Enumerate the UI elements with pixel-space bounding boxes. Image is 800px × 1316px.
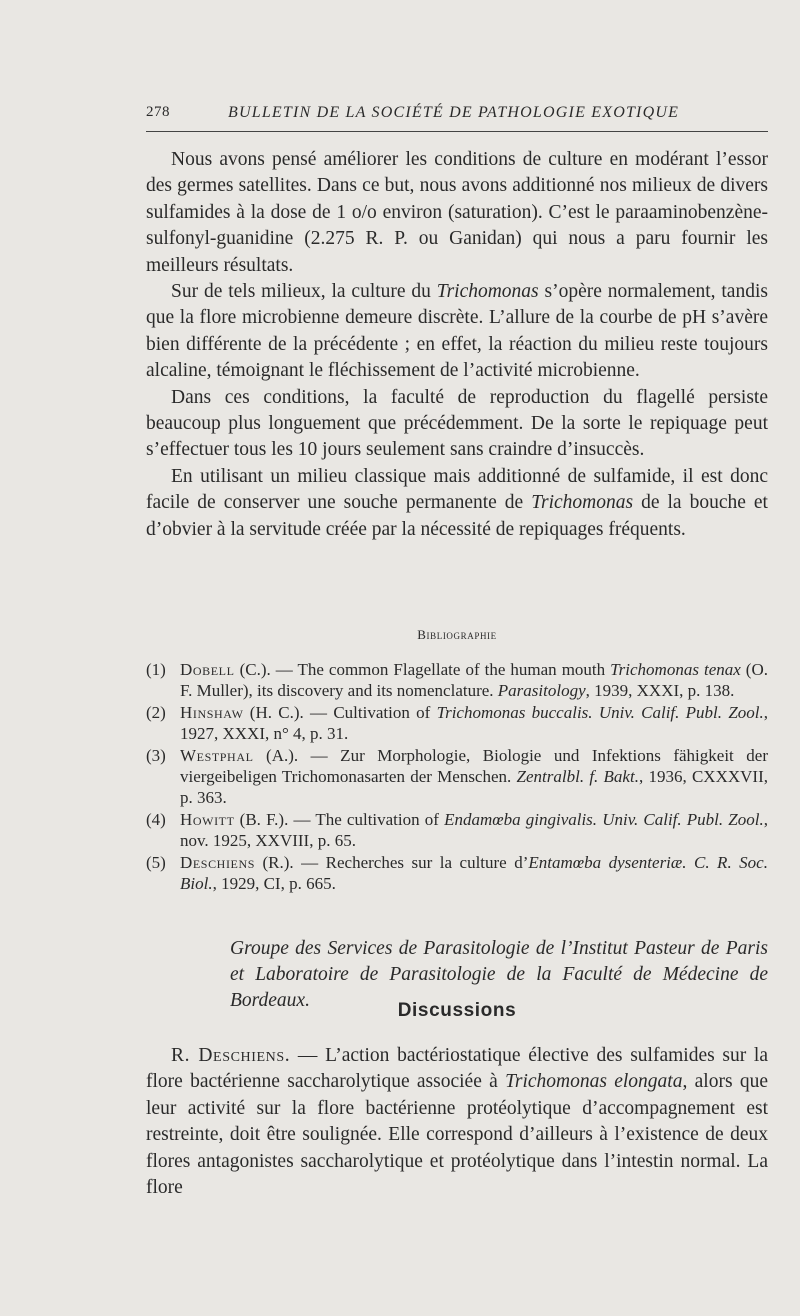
paragraph-text: de la bouche et d’obvier à la servitude créée par la nécessité de repiquages fréquents. [146, 492, 768, 540]
reference-text: , 1929, CI, p. 665. [212, 874, 336, 894]
reference-item [146, 702, 768, 745]
paragraph-text: Sur de tels milieux, la culture du [171, 281, 437, 303]
taxon-name: Trichomonas [436, 281, 539, 303]
reference-item [146, 745, 768, 809]
reference-number: (3) [146, 745, 166, 765]
paragraph [146, 279, 768, 385]
reference-number: (1) [146, 660, 166, 679]
reference-item [146, 852, 768, 895]
paragraph-text: — L’action bactériostatique élective des sulfamides sur la flore bactérienne saccharolytique associée à [146, 1045, 768, 1093]
reference-author: Dobell [180, 660, 235, 679]
page-number: 278 [146, 104, 170, 120]
paragraph-text: s’opère normalement, tandis que la flore microbienne demeure discrète. L’allure de la courbe de pH s’avère bien différente de la précédente ; en effet, la réaction du milieu reste toujours alcaline, témoignant le fléchissement de l’activité microbienne. [146, 281, 768, 382]
reference-text: , nov. 1925, XXVIII, p. 65. [180, 809, 768, 851]
reference-author: Hinshaw [180, 702, 244, 722]
reference-number: (5) [146, 852, 166, 872]
reference-text: , 1939, XXXI, p. 138. [585, 681, 735, 701]
paragraph: Dans ces conditions, la faculté de reproduction du flagellé persiste beaucoup plus longuement que précédemment. De la sorte le repiquage peut s’effectuer tous les 10 jours seulement sans craindre d’insuccès. [146, 386, 768, 461]
reference-text: (A.). — Zur Morphologie, Biologie und Infektions fähigkeit der viergeibeligen Trichomonasarten der Menschen. [180, 745, 768, 787]
paragraph-text: , alors que leur activité sur la flore bactérienne protéolytique d’accompagnement est restreinte, doit être soulignée. Elle correspond d’ailleurs à l’existence de deux flores antagonistes saccharolytique et protéolytique dans l’intestin normal. La flore [146, 1071, 768, 1199]
reference-author: Howitt [180, 809, 235, 829]
reference-journal: Parasitology [497, 681, 586, 701]
paragraph: Nous avons pensé améliorer les conditions de culture en modérant l’essor des germes satellites. Dans ce but, nous avons additionné nos milieux de divers sulfamides à la dose de 1 o/o environ (saturation). C’est le paraaminobenzène-sulfonyl-guanidine (2.275 R. P. ou Ganidan) qui nous a paru fournir les meilleurs résultats. [146, 149, 768, 276]
page-header [146, 104, 768, 130]
speaker-name: R. Deschiens. [171, 1045, 291, 1066]
running-title: BULLETIN DE LA SOCIÉTÉ DE PATHOLOGIE EXOTIQUE [228, 104, 680, 121]
discussion-text [146, 1043, 768, 1201]
reference-title: Trichomonas buccalis. Univ. Calif. Publ. Zool. [436, 702, 764, 722]
reference-text: (B. F.). — The cultivation of [234, 809, 445, 829]
taxon-name: Trichomonas elongata [505, 1071, 683, 1093]
reference-journal: Zentralbl. f. Bakt. [516, 767, 639, 787]
discussion-title: Discussions [397, 1000, 517, 1021]
reference-text: (R.). — Recherches sur la culture d’ [255, 852, 529, 872]
bibliography-title: Bibliographie [417, 627, 497, 642]
paragraph-text: En utilisant un milieu classique mais additionné de sulfamide, il est donc facile de conserver une souche permanente de [146, 465, 768, 514]
paragraph [146, 464, 768, 543]
header-rule [146, 131, 768, 132]
reference-text: (O. F. Muller), its discovery and its nomenclature. [180, 660, 768, 701]
reference-text: , 1927, XXXI, n° 4, p. 31. [180, 702, 768, 744]
reference-author: Westphal [180, 745, 254, 765]
paragraph [146, 1043, 768, 1201]
reference-text: (C.). — The common Flagellate of the human mouth [234, 660, 611, 679]
reference-number: (4) [146, 809, 166, 829]
reference-item [146, 659, 768, 702]
affiliation: Groupe des Services de Parasitologie de l’Institut Pasteur de Paris et Laboratoire de Parasitologie de la Faculté de Médecine de Bordeaux. [230, 938, 768, 1011]
reference-text: , 1936, CXXXVII, p. 363. [180, 767, 768, 808]
reference-title: Endamœba gingivalis. Univ. Calif. Publ. Zool. [444, 809, 764, 829]
reference-list [146, 659, 768, 894]
taxon-name: Trichomonas [531, 492, 634, 514]
reference-number: (2) [146, 702, 166, 722]
main-text [146, 147, 768, 543]
reference-title: Trichomonas tenax [610, 660, 741, 679]
reference-author: Deschiens [180, 852, 256, 872]
reference-title: Entamœba dysenteriæ. C. R. Soc. Biol. [180, 852, 768, 894]
reference-item [146, 809, 768, 852]
reference-text: (H. C.). — Cultivation of [243, 702, 437, 722]
